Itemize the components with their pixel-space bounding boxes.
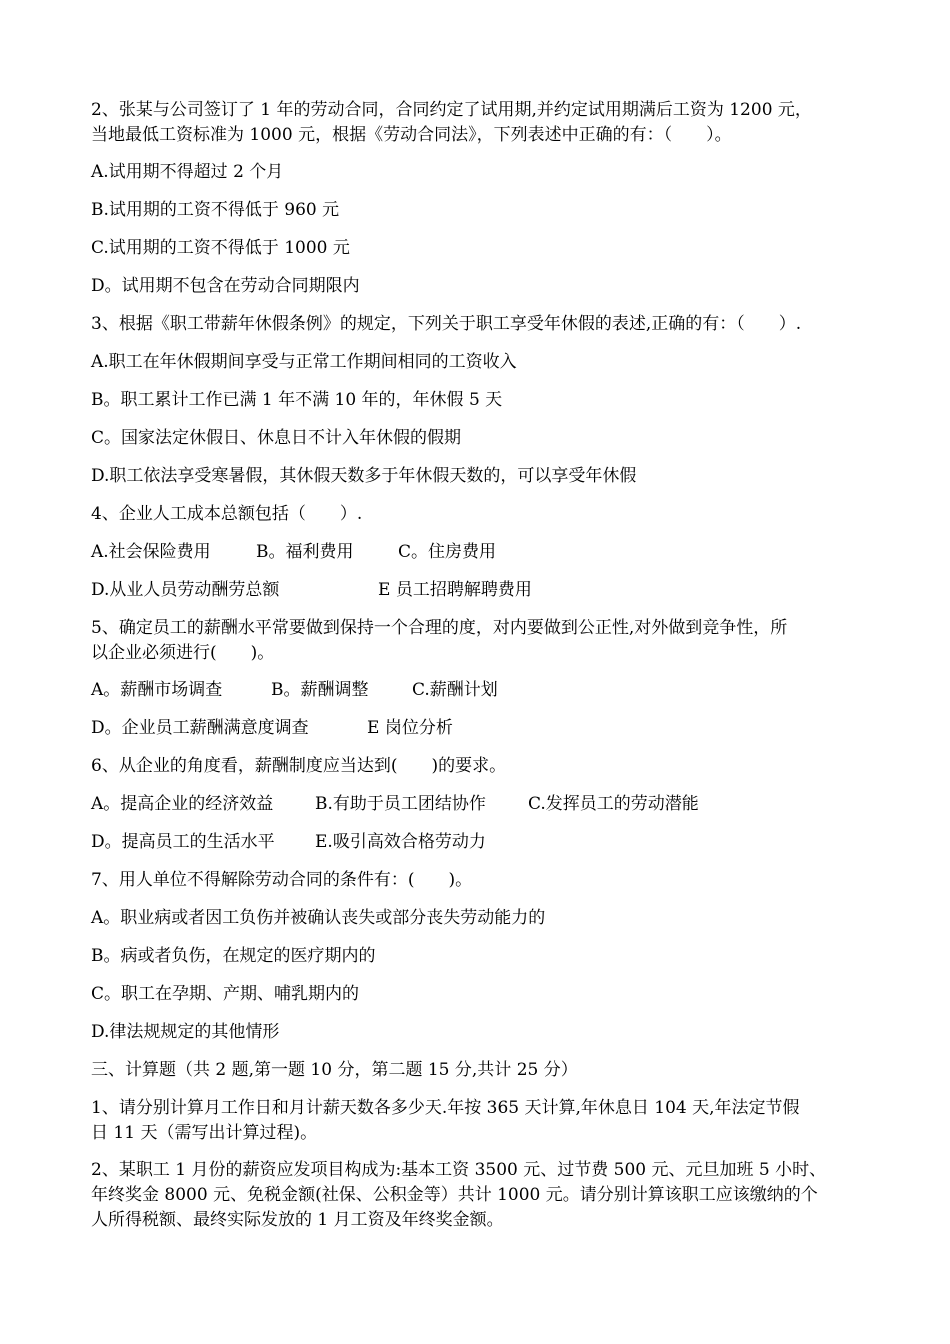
question-5-options-row-2 (91, 716, 866, 741)
question-2-stem-line: 当地最低工资标准为 1000 元，根据《劳动合同法》，下列表述中正确的有：（ ）。 (91, 125, 732, 145)
question-7-option-d: D.律法规规定的其他情形 (91, 1022, 280, 1042)
question-6-option-d: D。提高员工的生活水平 (91, 832, 275, 852)
question-6-option-c: C.发挥员工的劳动潜能 (528, 794, 699, 814)
question-6-option-b: B.有助于员工团结协作 (315, 794, 486, 814)
question-7-option-b: B。病或者负伤，在规定的医疗期内的 (91, 946, 376, 966)
question-4-option-c: C。住房费用 (398, 542, 497, 562)
question-4-option-d: D.从业人员劳动酬劳总额 (91, 580, 280, 600)
question-5-stem-line: 5、确定员工的薪酬水平常要做到保持一个合理的度，对内要做到公正性,对外做到竞争性，所 (91, 618, 788, 638)
question-5-options-row-1 (91, 678, 866, 703)
question-3-option-d: D.职工依法享受寒暑假，其休假天数多于年休假天数的，可以享受年休假 (91, 466, 637, 486)
question-4-stem: 4、企业人工成本总额包括（ ）. (91, 504, 363, 524)
question-4-options-row-1 (91, 540, 866, 565)
section-3-heading: 三、计算题（共 2 题,第一题 10 分，第二题 15 分,共计 25 分） (91, 1060, 578, 1080)
question-4-options-row-2 (91, 578, 866, 603)
question-6-options-row-2 (91, 830, 866, 855)
question-2-option-b: B.试用期的工资不得低于 960 元 (91, 200, 340, 220)
question-7-option-c: C。职工在孕期、产期、哺乳期内的 (91, 984, 360, 1004)
question-4-option-e: E 员工招聘解聘费用 (378, 580, 532, 600)
question-2-option-a: A.试用期不得超过 2 个月 (91, 162, 284, 182)
calc-question-1-line: 1、请分别计算月工作日和月计薪天数各多少天.年按 365 天计算,年休息日 104 天,年法定节假 (91, 1098, 800, 1118)
question-5-stem-line: 以企业必须进行( )。 (91, 643, 275, 663)
calc-question-2-line: 年终奖金 8000 元、免税金额(社保、公积金等）共计 1000 元。请分别计算该职工应该缴纳的个 (91, 1185, 818, 1205)
question-3-option-c: C。国家法定休假日、休息日不计入年休假的假期 (91, 428, 462, 448)
document-page (91, 98, 866, 1245)
question-3-option-a: A.职工在年休假期间享受与正常工作期间相同的工资收入 (91, 352, 517, 372)
question-5-option-a: A。薪酬市场调查 (91, 680, 223, 700)
question-3-stem: 3、根据《职工带薪年休假条例》的规定，下列关于职工享受年休假的表述,正确的有：（ ）. (91, 314, 802, 334)
question-5-stem (91, 616, 866, 666)
question-6-options-row-1 (91, 792, 866, 817)
question-7-stem: 7、用人单位不得解除劳动合同的条件有：( )。 (91, 870, 473, 890)
calc-question-2 (91, 1158, 866, 1233)
calc-question-1 (91, 1096, 866, 1146)
question-2-option-d: D。试用期不包含在劳动合同期限内 (91, 276, 360, 296)
question-5-option-e: E 岗位分析 (367, 718, 453, 738)
question-6-stem: 6、从企业的角度看，薪酬制度应当达到( )的要求。 (91, 756, 507, 776)
question-6-option-e: E.吸引高效合格劳动力 (315, 832, 486, 852)
calc-question-2-line: 2、某职工 1 月份的薪资应发项目构成为:基本工资 3500 元、过节费 500 元、元旦加班 5 小时、 (91, 1160, 827, 1180)
question-5-option-b: B。薪酬调整 (271, 680, 369, 700)
question-6-option-a: A。提高企业的经济效益 (91, 794, 274, 814)
question-3-option-b: B。职工累计工作已满 1 年不满 10 年的，年休假 5 天 (91, 390, 503, 410)
question-5-option-d: D。企业员工薪酬满意度调查 (91, 718, 309, 738)
calc-question-2-line: 人所得税额、最终实际发放的 1 月工资及年终奖金额。 (91, 1210, 504, 1230)
question-4-option-b: B。福利费用 (256, 542, 354, 562)
question-2-stem (91, 98, 866, 148)
question-4-option-a: A.社会保险费用 (91, 542, 211, 562)
calc-question-1-line: 日 11 天（需写出计算过程)。 (91, 1123, 318, 1143)
question-2-stem-line: 2、张某与公司签订了 1 年的劳动合同，合同约定了试用期,并约定试用期满后工资为 1200 元， (91, 100, 812, 120)
question-5-option-c: C.薪酬计划 (412, 680, 498, 700)
question-2-option-c: C.试用期的工资不得低于 1000 元 (91, 238, 350, 258)
question-7-option-a: A。职业病或者因工负伤并被确认丧失或部分丧失劳动能力的 (91, 908, 546, 928)
